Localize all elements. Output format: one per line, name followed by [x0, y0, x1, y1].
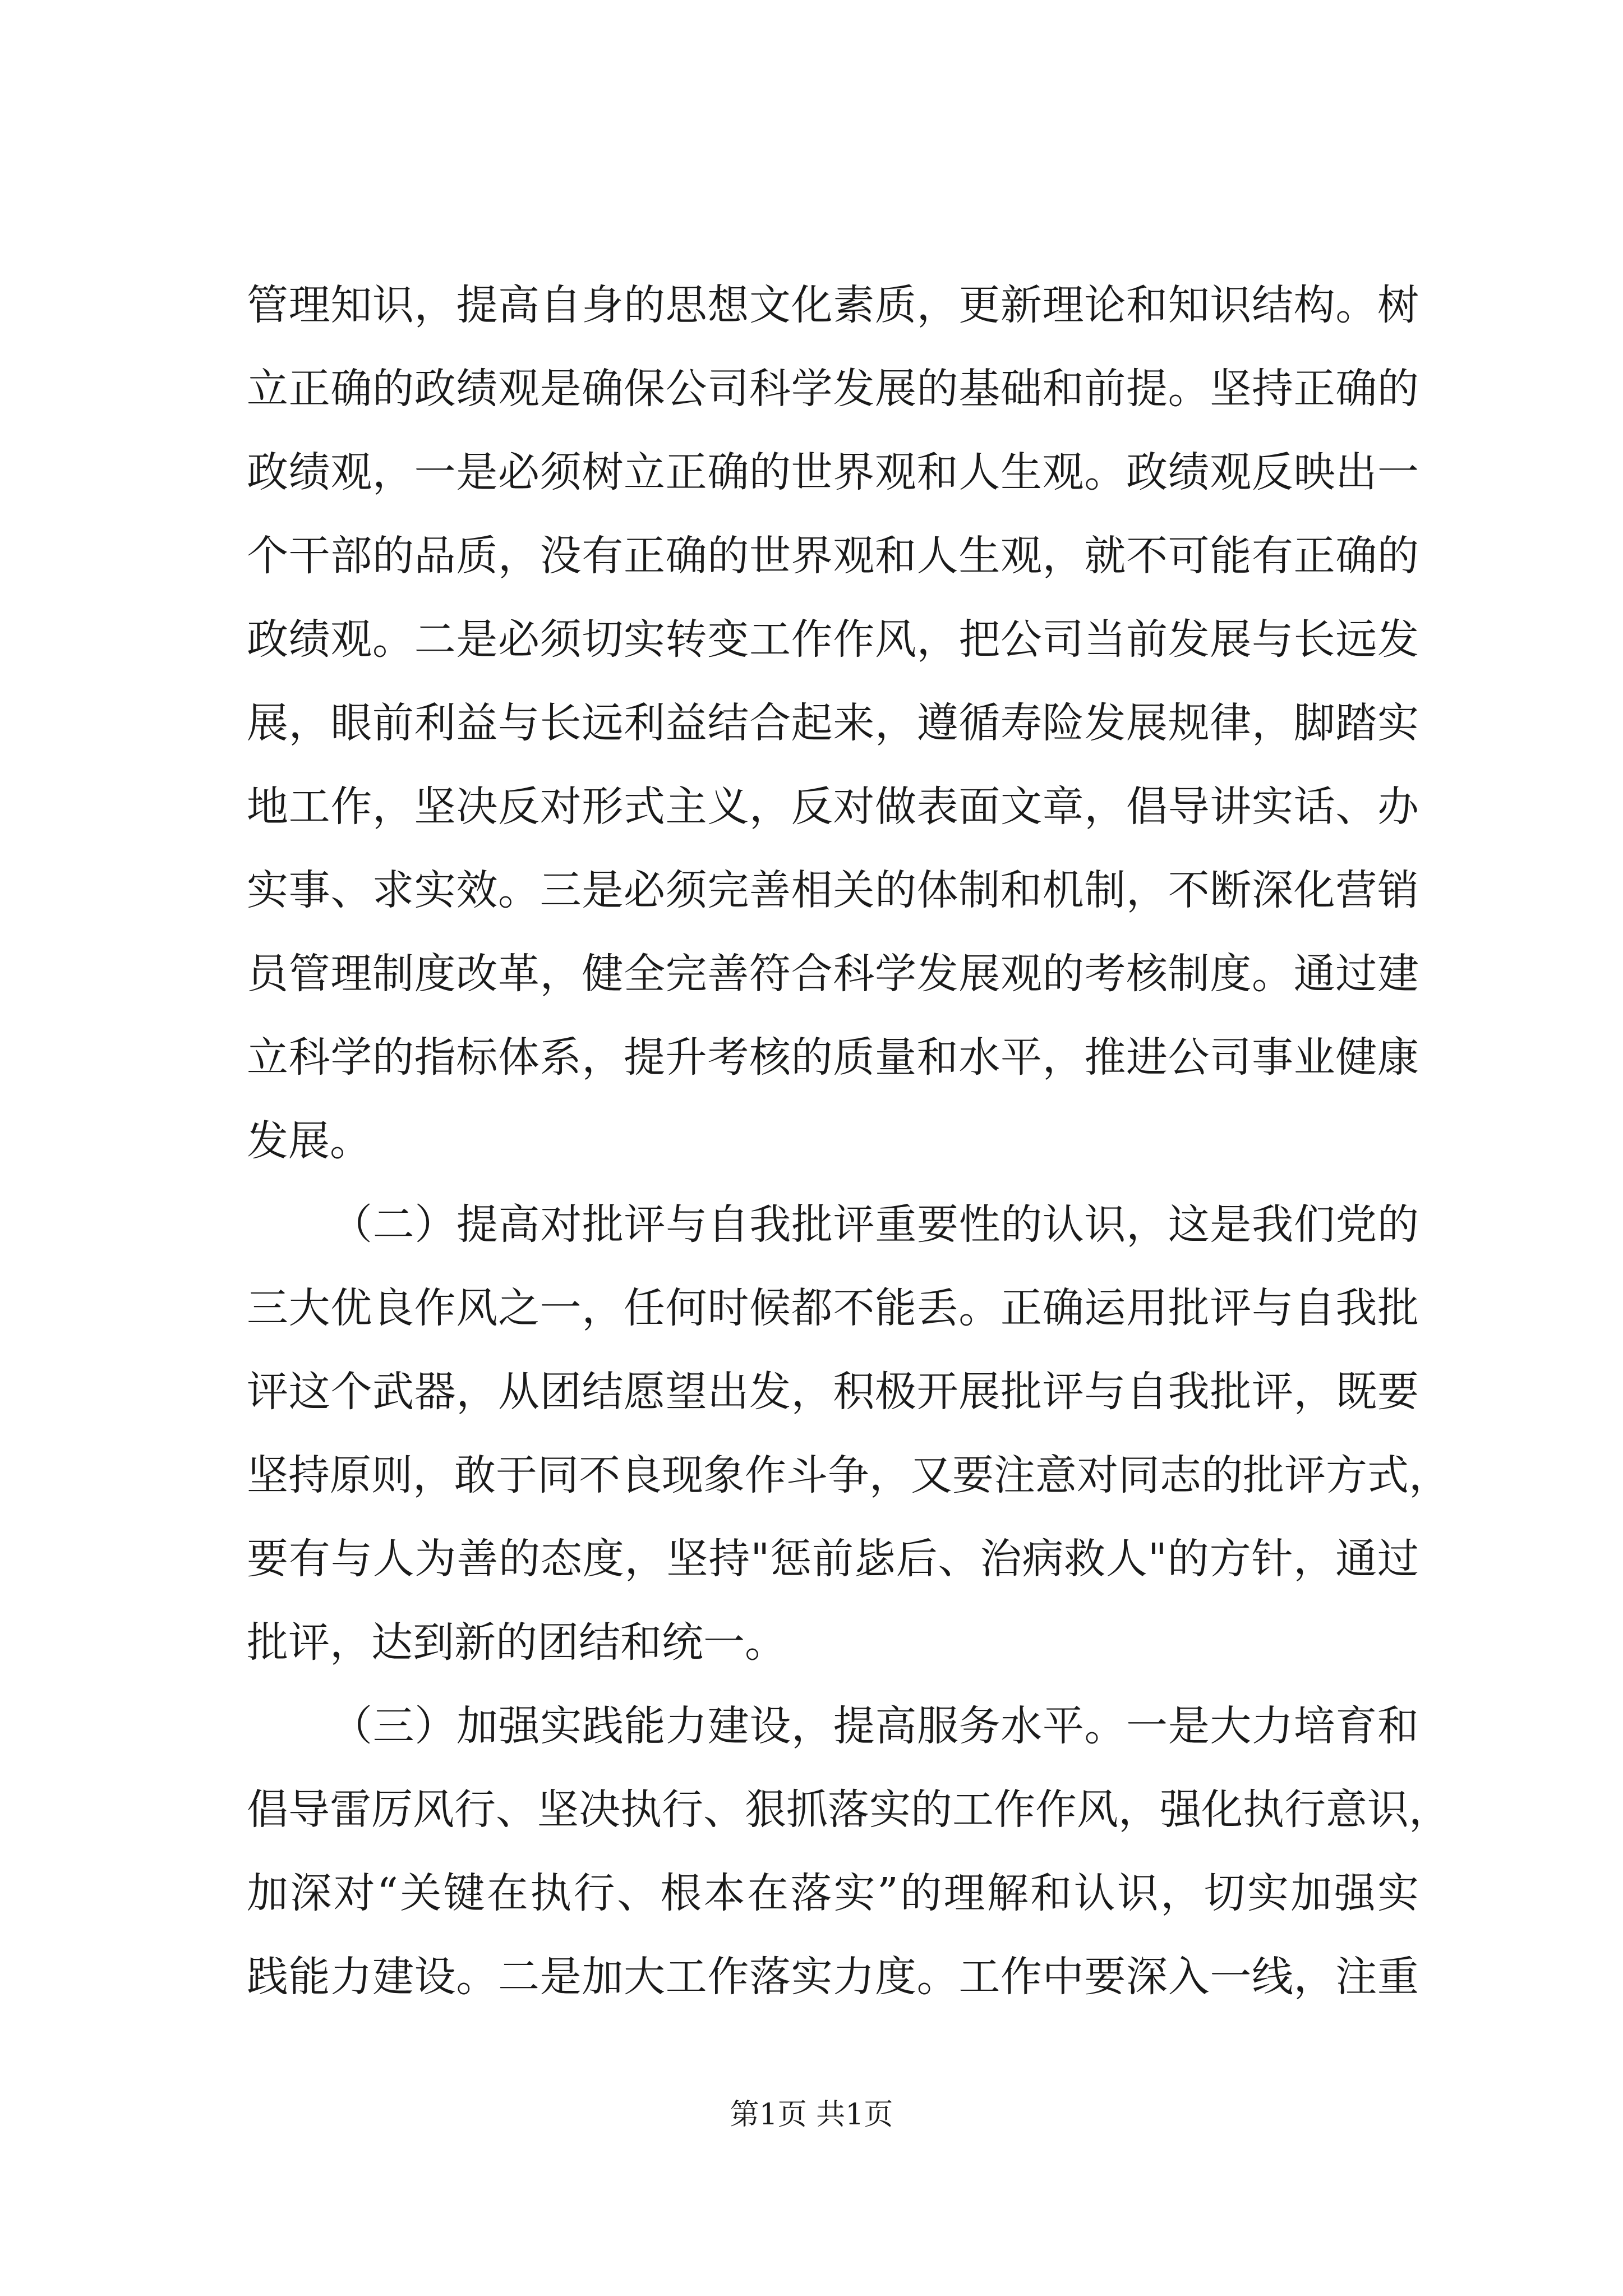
paragraph-1: [247, 264, 1419, 1183]
text-line: 发展。: [247, 1117, 371, 1165]
text-line: 评这个武器，从团结愿望出发，积极开展批评与自我批评，既要: [247, 1368, 1419, 1416]
text-line: （二）提高对批评与自我批评重要性的认识，这是我们党的: [331, 1200, 1419, 1249]
text-line: 立正确的政绩观是确保公司科学发展的基础和前提。坚持正确的: [247, 365, 1419, 413]
paragraph-2: [247, 1183, 1450, 1685]
text-line: 实事、求实效。三是必须完善相关的体制和机制，不断深化营销: [247, 866, 1419, 914]
text-line: 批评，达到新的团结和统一。: [247, 1618, 786, 1667]
text-line: （三）加强实践能力建设，提高服务水平。一是大力培育和: [331, 1702, 1419, 1750]
text-line: 管理知识，提高自身的思想文化素质，更新理论和知识结构。树: [247, 281, 1419, 329]
text-line: 员管理制度改革，健全完善符合科学发展观的考核制度。通过建: [247, 950, 1419, 998]
text-line: 地工作，坚决反对形式主义，反对做表面文章，倡导讲实话、办: [247, 783, 1419, 831]
text-line: 立科学的指标体系，提升考核的质量和水平，推进公司事业健康: [247, 1033, 1419, 1082]
text-line: 三大优良作风之一，任何时候都不能丢。正确运用批评与自我批: [247, 1284, 1419, 1332]
text-line: 倡导雷厉风行、坚决执行、狠抓落实的工作作风，强化执行意识，: [247, 1786, 1450, 1834]
text-line: 加深对“关键在执行、根本在落实”的理解和认识，切实加强实: [247, 1869, 1419, 1917]
text-line: 政绩观。二是必须切实转变工作作风，把公司当前发展与长远发: [247, 615, 1419, 664]
paragraph-3: [247, 1685, 1450, 2019]
text-line: 坚持原则，敢于同不良现象作斗争，又要注意对同志的批评方式，: [247, 1451, 1450, 1499]
text-line: 政绩观，一是必须树立正确的世界观和人生观。政绩观反映出一: [247, 448, 1419, 496]
text-line: 展，眼前利益与长远利益结合起来，遵循寿险发展规律，脚踏实: [247, 699, 1419, 747]
text-line: 要有与人为善的态度，坚持"惩前毖后、治病救人"的方针，通过: [247, 1535, 1419, 1583]
text-line: 践能力建设。二是加大工作落实力度。工作中要深入一线，注重: [247, 1953, 1419, 2001]
document-body: [247, 264, 1450, 2019]
page-footer: 第1页 共1页: [730, 2098, 893, 2132]
text-line: 个干部的品质，没有正确的世界观和人生观，就不可能有正确的: [247, 532, 1419, 580]
